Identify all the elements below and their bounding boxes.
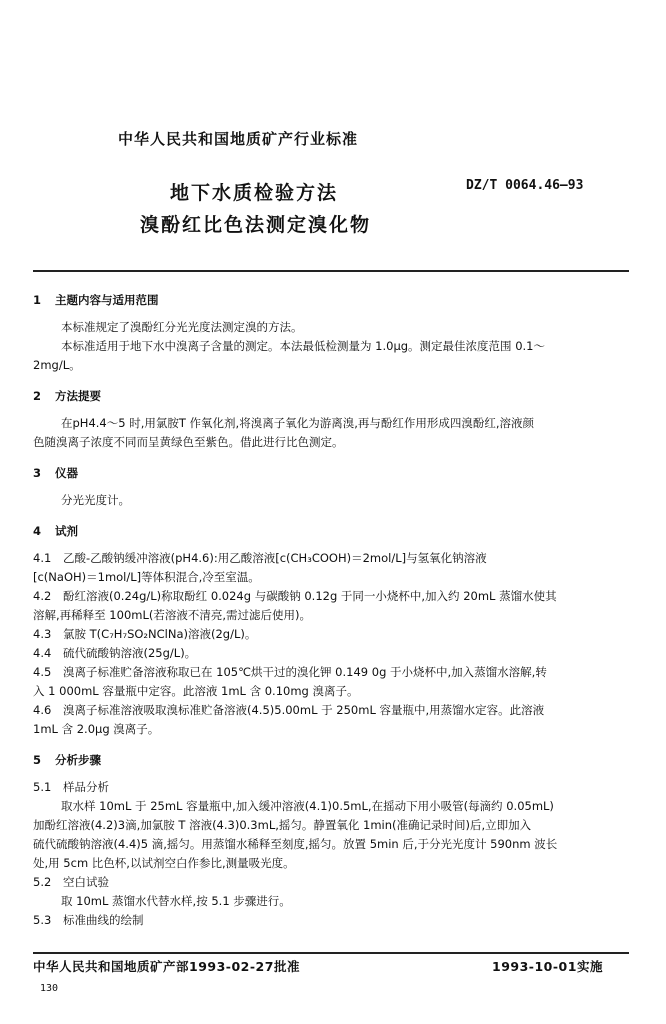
industry-standard-heading: 中华人民共和国地质矿产行业标准	[118, 130, 359, 148]
item-4-1: 4.1 乙酸-乙酸钠缓冲溶液(pH4.6):用乙酸溶液[c(CH₃COOH)＝2mol/L]与氢氧化钠溶液	[33, 551, 487, 565]
item-4-1-cont: [c(NaOH)＝1mol/L]等体积混合,冷至室温。	[33, 570, 260, 584]
section-2-paragraph-a: 在pH4.4～5 时,用氯胺T 作氧化剂,将溴离子氧化为游离溴,再与酚红作用形成四溴酚红,溶液颜	[61, 416, 535, 430]
section-4-heading: 4 试剂	[33, 524, 78, 538]
page-number: 130	[40, 983, 59, 994]
item-5-1-paragraph-3: 硫代硫酸钠溶液(4.4)5 滴,摇匀。用蒸馏水稀释至刻度,摇匀。放置 5min 后,于分光光度计 590nm 波长	[33, 837, 558, 851]
section-1-paragraph-2b: 2mg/L。	[33, 358, 81, 372]
document-body	[33, 291, 633, 930]
section-5-heading: 5 分析步骤	[33, 753, 101, 767]
item-5-1-heading: 5.1 样品分析	[33, 780, 109, 794]
item-5-1-paragraph-2: 加酚红溶液(4.2)3滴,加氯胺 T 溶液(4.3)0.3mL,摇匀。静置氧化 1min(准确记录时间)后,立即加入	[33, 818, 532, 832]
item-4-5-cont: 入 1 000mL 容量瓶中定容。此溶液 1mL 含 0.10mg 溴离子。	[33, 684, 359, 698]
item-5-2-heading: 5.2 空白试验	[33, 875, 109, 889]
section-3-paragraph: 分光光度计。	[61, 493, 130, 507]
standard-code: DZ/T 0064.46—93	[466, 178, 584, 193]
section-2-heading: 2 方法提要	[33, 389, 101, 403]
item-4-6-cont: 1mL 含 2.0μg 溴离子。	[33, 722, 160, 736]
effective-date: 1993-10-01实施	[492, 959, 603, 974]
item-5-3-heading: 5.3 标准曲线的绘制	[33, 913, 144, 927]
item-4-2-cont: 溶解,再稀释至 100mL(若溶液不清亮,需过滤后使用)。	[33, 608, 311, 622]
item-4-5: 4.5 溴离子标准贮备溶液称取已在 105℃烘干过的溴化钾 0.149 0g 于小烧杯中,加入蒸馏水溶解,转	[33, 665, 547, 679]
item-5-2-paragraph: 取 10mL 蒸馏水代替水样,按 5.1 步骤进行。	[61, 894, 291, 908]
item-4-4: 4.4 硫代硫酸钠溶液(25g/L)。	[33, 646, 197, 660]
footer-divider	[33, 952, 629, 954]
section-1-paragraph-1: 本标准规定了溴酚红分光光度法测定溴的方法。	[61, 320, 303, 334]
section-3-heading: 3 仪器	[33, 466, 78, 480]
item-5-1-paragraph-4: 处,用 5cm 比色杯,以试剂空白作参比,测量吸光度。	[33, 856, 295, 870]
section-2-paragraph-b: 色随溴离子浓度不同而呈黄绿色至紫色。借此进行比色测定。	[33, 435, 344, 449]
item-4-3: 4.3 氯胺 T(C₇H₇SO₂NClNa)溶液(2g/L)。	[33, 627, 257, 641]
section-1-heading: 1 主题内容与适用范围	[33, 293, 159, 307]
item-4-2: 4.2 酚红溶液(0.24g/L)称取酚红 0.024g 与碳酸钠 0.12g 于同一小烧杯中,加入约 20mL 蒸馏水使其	[33, 589, 557, 603]
header-divider	[33, 270, 629, 272]
section-1-paragraph-2a: 本标准适用于地下水中溴离子含量的测定。本法最低检测量为 1.0μg。测定最佳浓度范围 0.1～	[61, 339, 546, 353]
document-title-line-1: 地下水质检验方法	[170, 182, 339, 204]
item-5-1-paragraph-1: 取水样 10mL 于 25mL 容量瓶中,加入缓冲溶液(4.1)0.5mL,在摇动下用小吸管(每滴约 0.05mL)	[61, 799, 554, 813]
document-title-line-2: 溴酚红比色法测定溴化物	[140, 214, 372, 236]
approval-note: 中华人民共和国地质矿产部1993-02-27批准	[33, 959, 300, 974]
item-4-6: 4.6 溴离子标准溶液吸取溴标准贮备溶液(4.5)5.00mL 于 250mL 容量瓶中,用蒸馏水定容。此溶液	[33, 703, 545, 717]
